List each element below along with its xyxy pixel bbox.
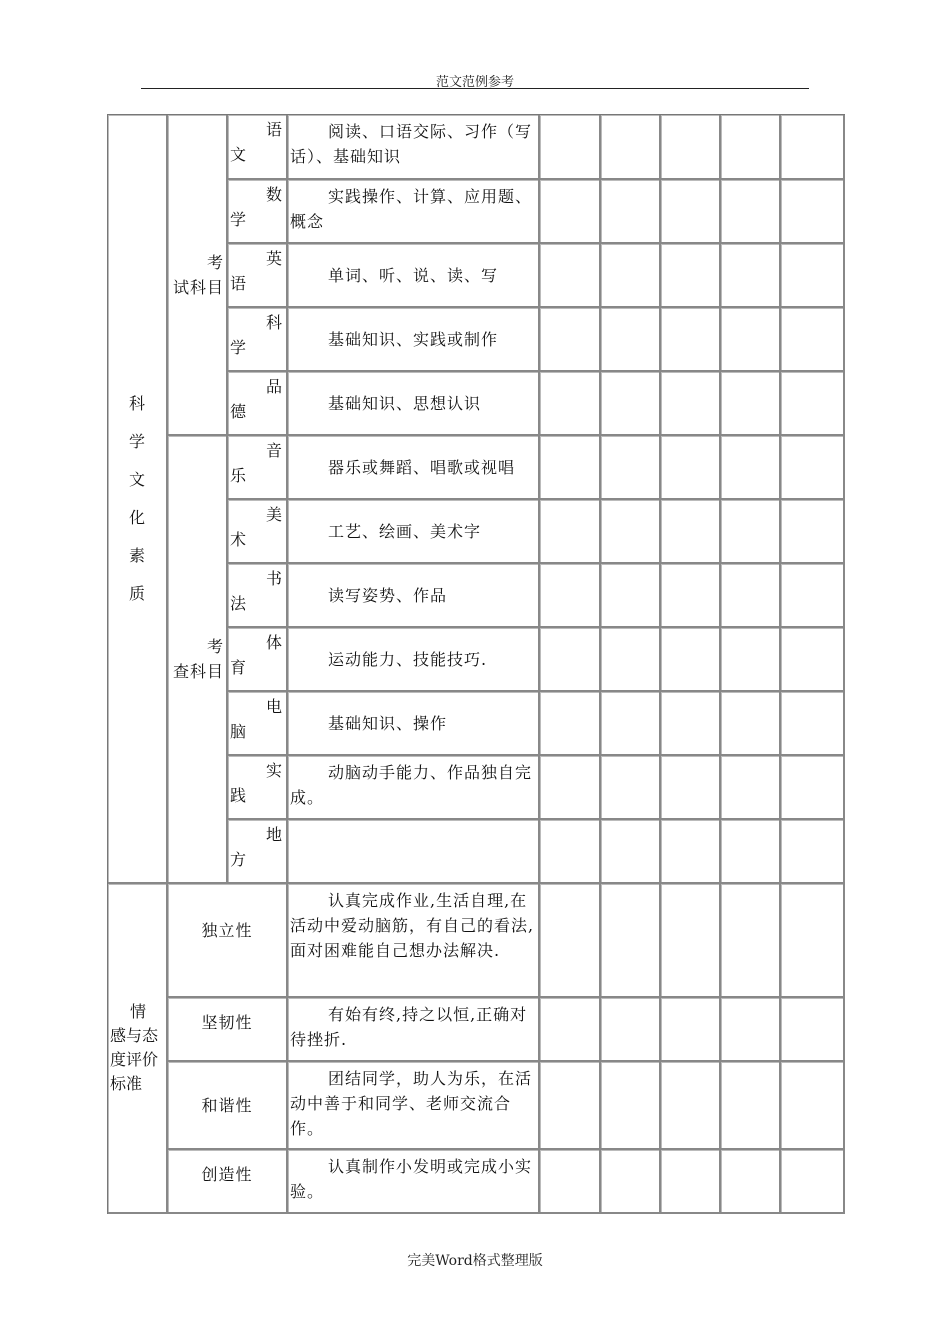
subject-description	[288, 820, 540, 884]
group-check-subjects: 考 查科目	[168, 436, 228, 884]
header-rule	[141, 88, 809, 89]
trait-description: 认真制作小发明或完成小实验。	[288, 1150, 540, 1214]
score-cell[interactable]	[661, 884, 721, 998]
subject-description: 实践操作、计算、应用题、概念	[288, 180, 540, 244]
score-cell[interactable]	[661, 820, 721, 884]
evaluation-table	[107, 114, 845, 1214]
group-exam-subjects: 考 试科目	[168, 115, 228, 436]
score-cell[interactable]	[661, 756, 721, 820]
score-cell[interactable]	[721, 436, 781, 500]
score-cell[interactable]	[661, 115, 721, 180]
score-cell[interactable]	[540, 820, 601, 884]
score-cell[interactable]	[540, 180, 601, 244]
subject-cell: 语 文	[228, 115, 288, 180]
table-row	[108, 998, 845, 1062]
score-cell[interactable]	[601, 1150, 661, 1214]
trait-description: 认真完成作业,生活自理,在活动中爱动脑筋，有自己的看法,面对困难能自己想办法解决.	[288, 884, 540, 998]
score-cell[interactable]	[781, 500, 845, 564]
score-cell[interactable]	[721, 756, 781, 820]
score-cell[interactable]	[540, 244, 601, 308]
score-cell[interactable]	[781, 692, 845, 756]
score-cell[interactable]	[661, 628, 721, 692]
trait-name: 和谐性	[168, 1062, 288, 1150]
score-cell[interactable]	[601, 692, 661, 756]
subject-cell: 实 践	[228, 756, 288, 820]
score-cell[interactable]	[540, 692, 601, 756]
score-cell[interactable]	[781, 244, 845, 308]
score-cell[interactable]	[781, 180, 845, 244]
page-header: 范文范例参考	[435, 75, 514, 90]
subject-cell: 英 语	[228, 244, 288, 308]
score-cell[interactable]	[661, 436, 721, 500]
trait-name: 独立性	[168, 884, 288, 998]
subject-cell: 美 术	[228, 500, 288, 564]
table-row	[108, 436, 845, 500]
score-cell[interactable]	[781, 756, 845, 820]
score-cell[interactable]	[721, 180, 781, 244]
subject-description: 工艺、绘画、美术字	[288, 500, 540, 564]
score-cell[interactable]	[721, 998, 781, 1062]
subject-cell: 音 乐	[228, 436, 288, 500]
subject-description: 基础知识、思想认识	[288, 372, 540, 436]
score-cell[interactable]	[661, 500, 721, 564]
score-cell[interactable]	[721, 372, 781, 436]
subject-description: 动脑动手能力、作品独自完成。	[288, 756, 540, 820]
score-cell[interactable]	[721, 1150, 781, 1214]
page-footer: 完美Word格式整理版	[407, 1253, 543, 1269]
subject-description: 阅读、口语交际、习作（写话）、基础知识	[288, 115, 540, 180]
score-cell[interactable]	[540, 628, 601, 692]
score-cell[interactable]	[661, 308, 721, 372]
trait-description: 团结同学，助人为乐，在活动中善于和同学、老师交流合作。	[288, 1062, 540, 1150]
subject-cell: 电 脑	[228, 692, 288, 756]
score-cell[interactable]	[601, 1062, 661, 1150]
score-cell[interactable]	[661, 692, 721, 756]
score-cell[interactable]	[601, 308, 661, 372]
score-cell[interactable]	[601, 436, 661, 500]
score-cell[interactable]	[601, 180, 661, 244]
score-cell[interactable]	[661, 1062, 721, 1150]
score-cell[interactable]	[540, 564, 601, 628]
score-cell[interactable]	[781, 1062, 845, 1150]
table-row	[108, 1062, 845, 1150]
trait-description: 有始有终,持之以恒,正确对待挫折.	[288, 998, 540, 1062]
score-cell[interactable]	[721, 244, 781, 308]
subject-cell: 品 德	[228, 372, 288, 436]
score-cell[interactable]	[721, 692, 781, 756]
score-cell[interactable]	[721, 628, 781, 692]
score-cell[interactable]	[661, 372, 721, 436]
score-cell[interactable]	[721, 884, 781, 998]
score-cell[interactable]	[540, 372, 601, 436]
subject-cell: 书 法	[228, 564, 288, 628]
score-cell[interactable]	[781, 564, 845, 628]
subject-description: 运动能力、技能技巧.	[288, 628, 540, 692]
table-row	[108, 1150, 845, 1214]
subject-description: 器乐或舞蹈、唱歌或视唱	[288, 436, 540, 500]
score-cell[interactable]	[781, 1150, 845, 1214]
score-cell[interactable]	[540, 436, 601, 500]
score-cell[interactable]	[661, 180, 721, 244]
score-cell[interactable]	[661, 998, 721, 1062]
score-cell[interactable]	[781, 436, 845, 500]
score-cell[interactable]	[601, 884, 661, 998]
subject-description: 基础知识、实践或制作	[288, 308, 540, 372]
score-cell[interactable]	[540, 1062, 601, 1150]
score-cell[interactable]	[781, 884, 845, 998]
subject-description: 基础知识、操作	[288, 692, 540, 756]
score-cell[interactable]	[721, 308, 781, 372]
subject-cell: 科 学	[228, 308, 288, 372]
table-row	[108, 884, 845, 998]
score-cell[interactable]	[540, 308, 601, 372]
score-cell[interactable]	[781, 628, 845, 692]
subject-cell: 数 学	[228, 180, 288, 244]
score-cell[interactable]	[661, 244, 721, 308]
score-cell[interactable]	[601, 756, 661, 820]
score-cell[interactable]	[661, 1150, 721, 1214]
table-row	[108, 115, 845, 180]
score-cell[interactable]	[721, 564, 781, 628]
score-cell[interactable]	[781, 115, 845, 180]
score-cell[interactable]	[540, 115, 601, 180]
score-cell[interactable]	[540, 1150, 601, 1214]
score-cell[interactable]	[601, 115, 661, 180]
score-cell[interactable]	[601, 564, 661, 628]
score-cell[interactable]	[781, 820, 845, 884]
category-emotion-attitude: 情 感与态 度评价 标准	[108, 884, 168, 1214]
score-cell[interactable]	[781, 372, 845, 436]
score-cell[interactable]	[721, 115, 781, 180]
score-cell[interactable]	[601, 820, 661, 884]
score-cell[interactable]	[601, 244, 661, 308]
score-cell[interactable]	[601, 628, 661, 692]
score-cell[interactable]	[721, 500, 781, 564]
score-cell[interactable]	[781, 998, 845, 1062]
score-cell[interactable]	[601, 372, 661, 436]
score-cell[interactable]	[721, 820, 781, 884]
score-cell[interactable]	[601, 998, 661, 1062]
subject-cell: 体 育	[228, 628, 288, 692]
score-cell[interactable]	[781, 308, 845, 372]
subject-description: 读写姿势、作品	[288, 564, 540, 628]
score-cell[interactable]	[540, 756, 601, 820]
trait-name: 坚韧性	[168, 998, 288, 1062]
score-cell[interactable]	[540, 884, 601, 998]
score-cell[interactable]	[601, 500, 661, 564]
score-cell[interactable]	[721, 1062, 781, 1150]
score-cell[interactable]	[661, 564, 721, 628]
category-science-culture: 科 学 文 化 素 质	[108, 115, 168, 884]
trait-name: 创造性	[168, 1150, 288, 1214]
subject-description: 单词、听、说、读、写	[288, 244, 540, 308]
subject-cell: 地 方	[228, 820, 288, 884]
score-cell[interactable]	[540, 998, 601, 1062]
score-cell[interactable]	[540, 500, 601, 564]
